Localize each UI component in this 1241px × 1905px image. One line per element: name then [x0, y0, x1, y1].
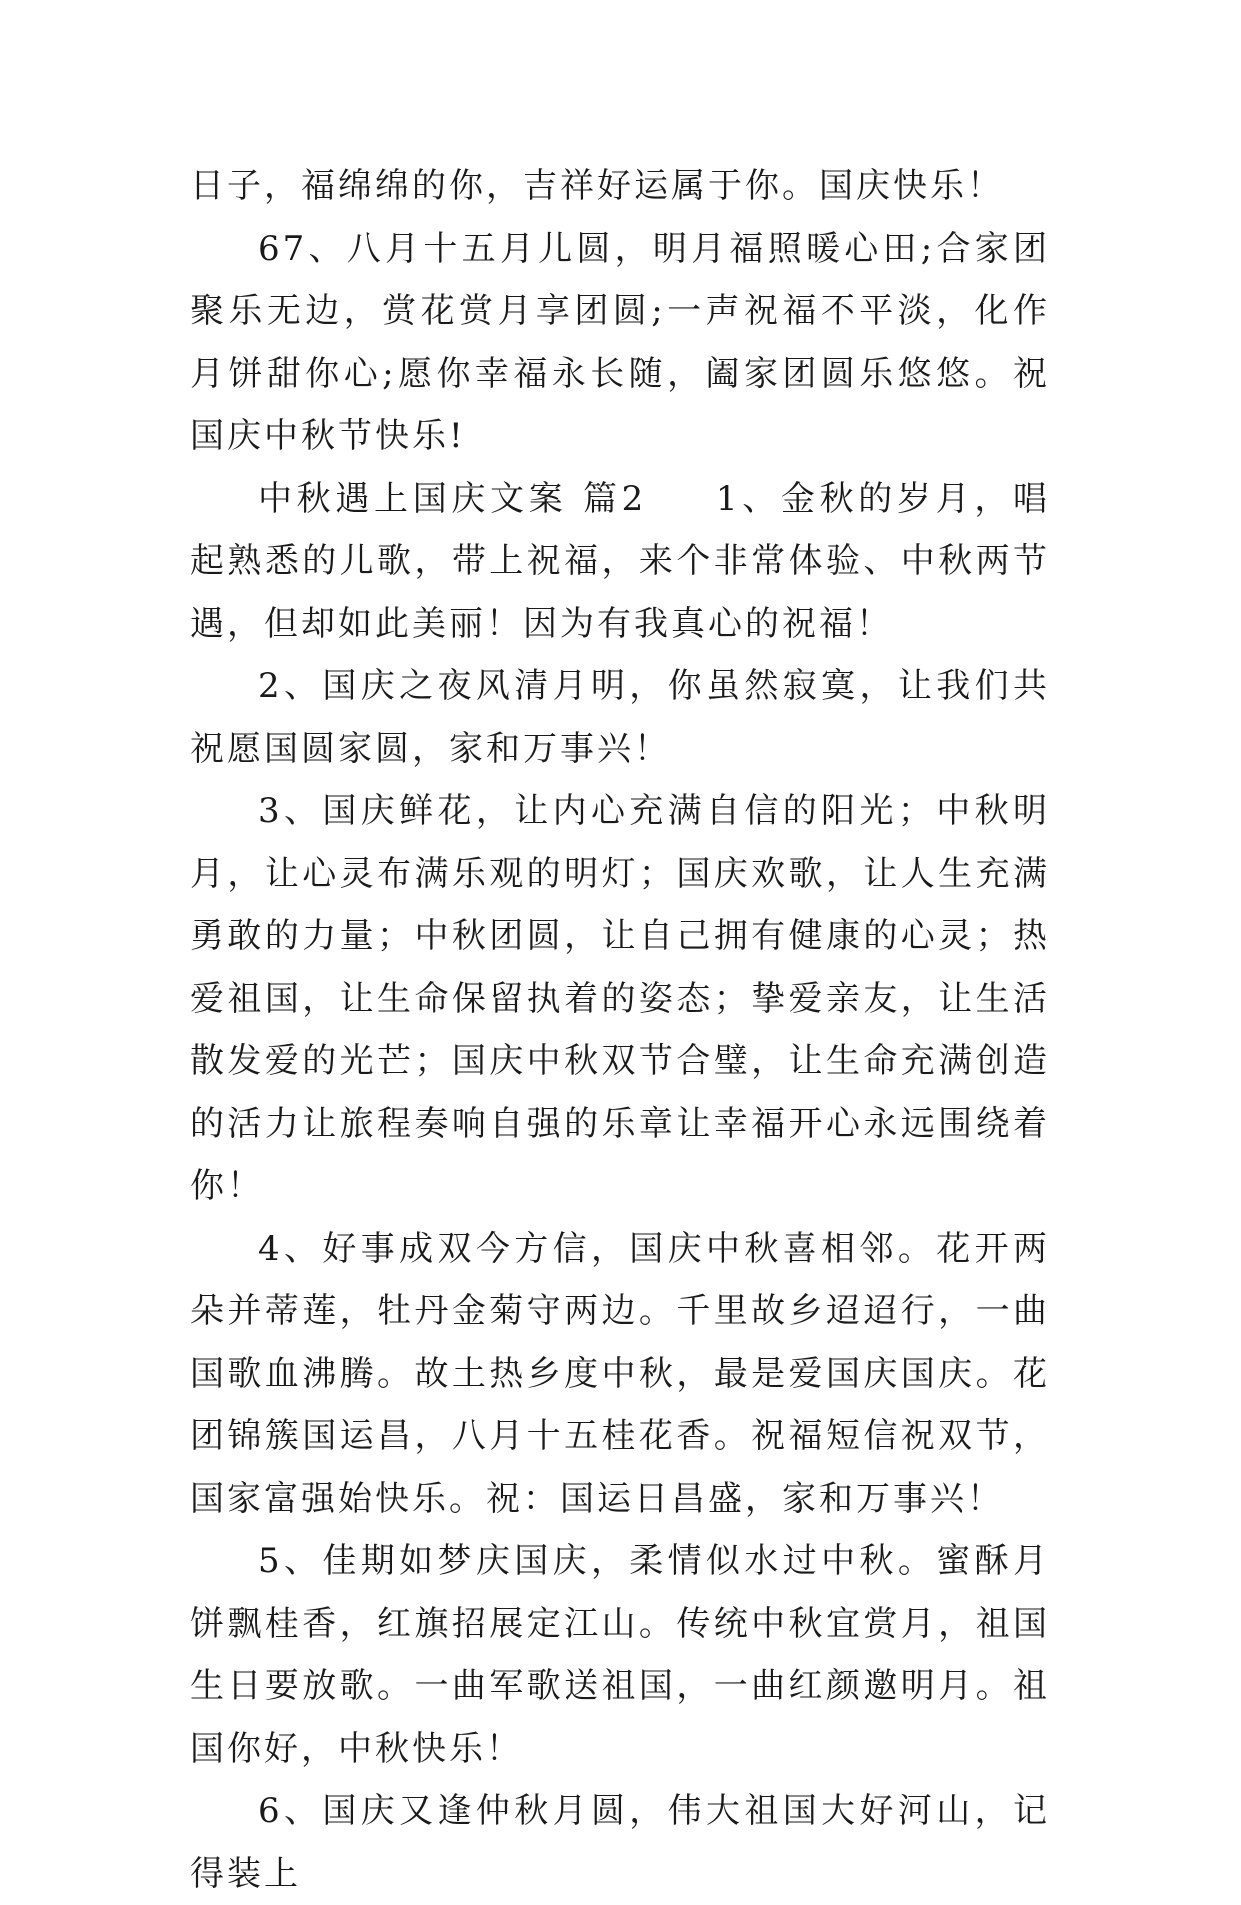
section-heading-paragraph-1: 中秋遇上国庆文案 篇2 1、金秋的岁月，唱起熟悉的儿歌，带上祝福，来个非常体验、中秋两节遇，但却如此美丽！因为有我真心的祝福！: [190, 478, 1050, 644]
paragraph-4: 4、好事成双今方信，国庆中秋喜相邻。花开两朵并蒂莲，牡丹金菊守两边。千里故乡迢迢行，一曲国歌血沸腾。故土热乡度中秋，最是爱国庆国庆。花团锦簇国运昌，八月十五桂花香。祝福短信祝双节，国家富强始快乐。祝：国运日昌盛，家和万事兴！: [190, 1228, 1050, 1519]
paragraph-67: 67、八月十五月儿圆，明月福照暖心田;合家团聚乐无边，赏花赏月享团圆;一声祝福不平淡，化作月饼甜你心;愿你幸福永长随，阖家团圆乐悠悠。祝国庆中秋节快乐!: [190, 228, 1050, 456]
paragraph-5: 5、佳期如梦庆国庆，柔情似水过中秋。蜜酥月饼飘桂香，红旗招展定江山。传统中秋宜赏月，祖国生日要放歌。一曲军歌送祖国，一曲红颜邀明月。祖国你好，中秋快乐！: [190, 1541, 1050, 1769]
paragraph-continuation: 日子，福绵绵的你，吉祥好运属于你。国庆快乐！: [190, 166, 1004, 206]
paragraph-6: 6、国庆又逢仲秋月圆，伟大祖国大好河山，记得装上: [190, 1791, 1050, 1894]
document-body: [190, 155, 1050, 1905]
paragraph-2: 2、国庆之夜风清月明，你虽然寂寞，让我们共祝愿国圆家圆，家和万事兴！: [190, 666, 1050, 769]
paragraph-3: 3、国庆鲜花，让内心充满自信的阳光；中秋明月，让心灵布满乐观的明灯；国庆欢歌，让人生充满勇敢的力量；中秋团圆，让自己拥有健康的心灵；热爱祖国，让生命保留执着的姿态；挚爱亲友，让生活散发爱的光芒；国庆中秋双节合璧，让生命充满创造的活力让旅程奏响自强的乐章让幸福开心永远围绕着你！: [190, 791, 1050, 1206]
